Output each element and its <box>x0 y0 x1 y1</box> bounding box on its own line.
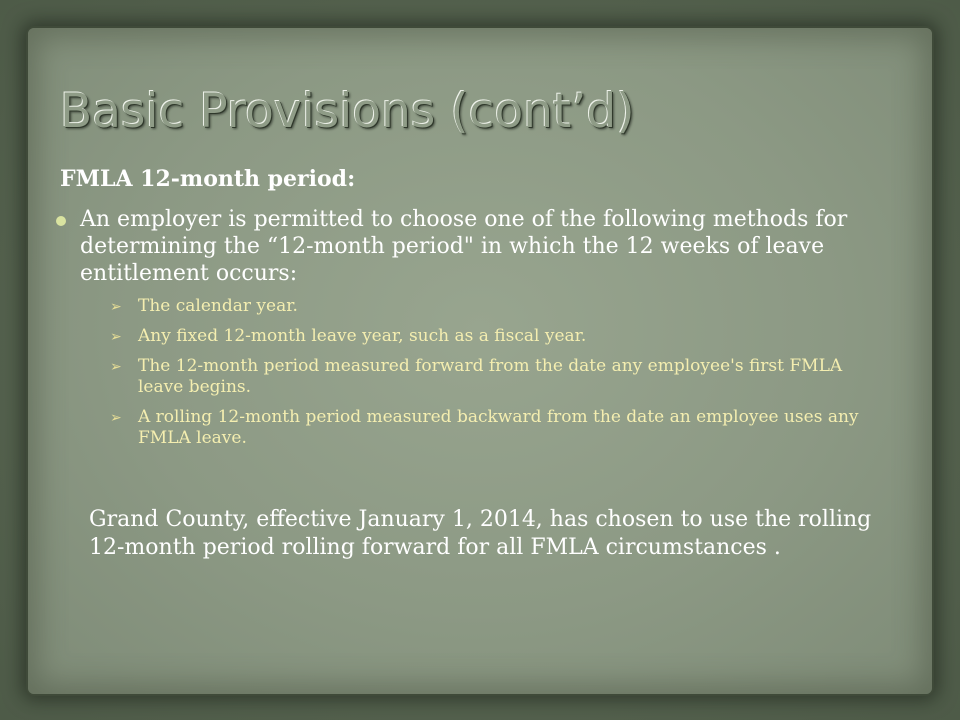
closing-paragraph: Grand County, effective January 1, 2014, has chosen to use the rolling 12-month period rolling forward for all FMLA circumstances . <box>89 507 872 560</box>
sub-bullet-text: A rolling 12-month period measured backward from the date an employee uses any FMLA leave. <box>138 407 859 448</box>
arrow-bullet-icon: ➢ <box>110 299 122 315</box>
sub-bullet-list <box>110 296 870 458</box>
sub-bullet-item <box>110 326 870 347</box>
slide-panel <box>28 28 932 694</box>
sub-bullet-text: The calendar year. <box>138 296 298 316</box>
sub-bullet-item <box>110 296 870 317</box>
arrow-bullet-icon: ➢ <box>110 359 122 375</box>
main-bullet <box>56 206 876 287</box>
round-bullet-icon <box>56 216 66 226</box>
sub-bullet-text: Any fixed 12-month leave year, such as a fiscal year. <box>138 326 587 346</box>
main-bullet-text: An employer is permitted to choose one of the following methods for determining the “12-month period" in which the 12 weeks of leave entitlement occurs: <box>80 207 848 286</box>
sub-bullet-text: The 12-month period measured forward from the date any employee's first FMLA leave begins. <box>138 356 843 397</box>
section-heading: FMLA 12-month period: <box>60 166 356 192</box>
arrow-bullet-icon: ➢ <box>110 329 122 345</box>
sub-bullet-item <box>110 356 870 398</box>
slide-title: Basic Provisions (cont’d) <box>60 84 635 139</box>
arrow-bullet-icon: ➢ <box>110 410 122 426</box>
sub-bullet-item <box>110 407 870 449</box>
